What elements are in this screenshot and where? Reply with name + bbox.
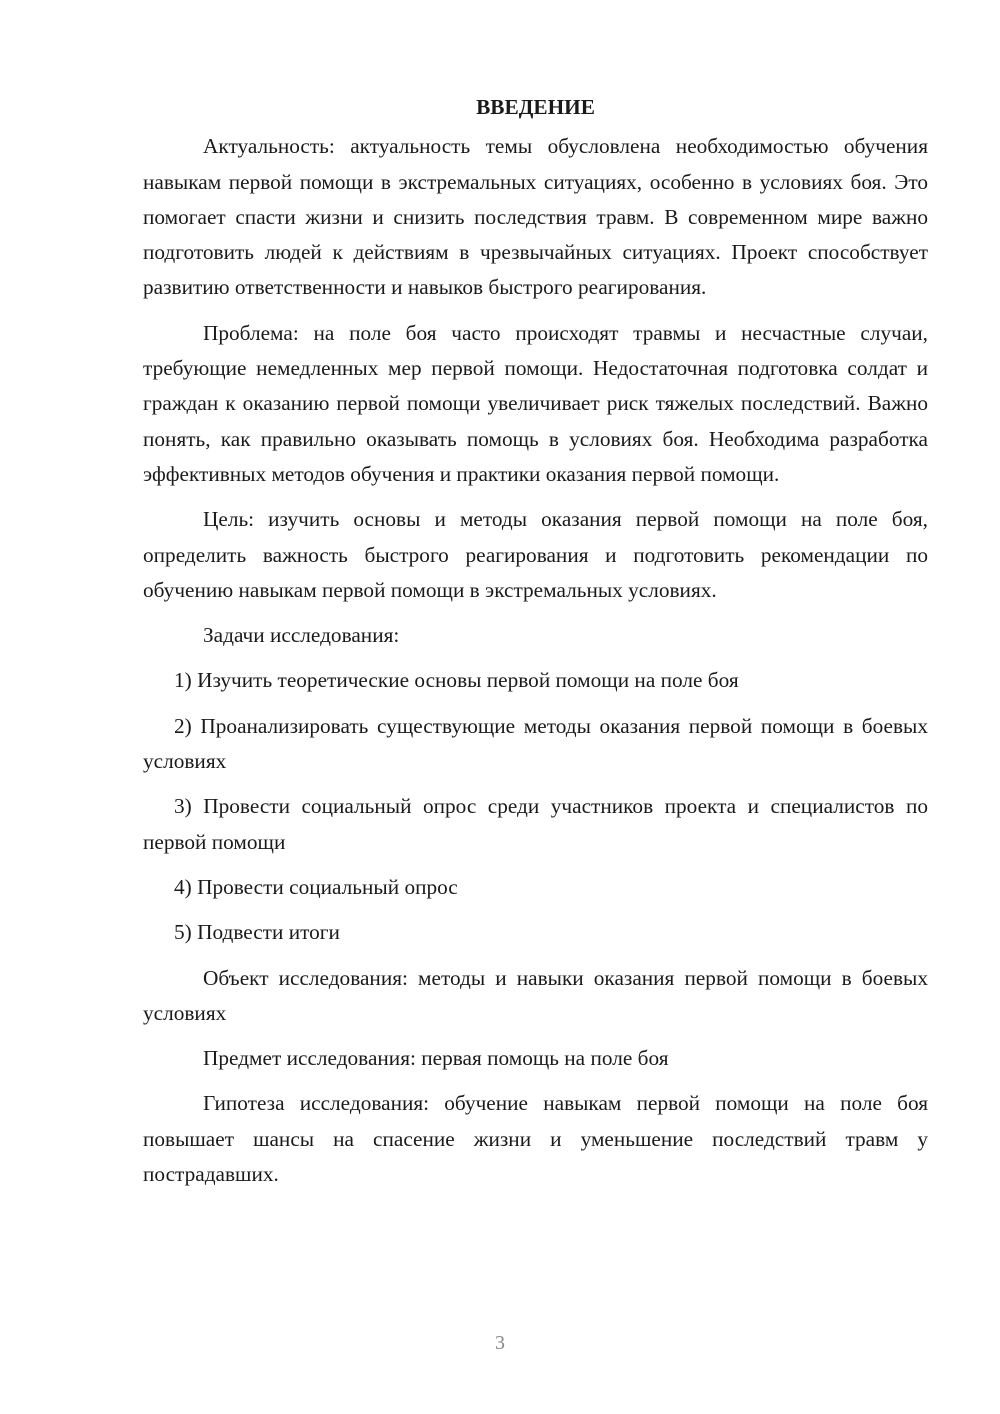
task-item-5: 5) Подвести итоги xyxy=(174,920,340,945)
task-item-2: 2) Проанализировать существующие методы оказания первой помощи в боевых условиях xyxy=(143,713,928,774)
paragraph-relevance: Актуальность: актуальность темы обусловлена необходимостью обучения навыкам первой помощи в экстремальных ситуациях, особенно в условиях боя. Это помогает спасти жизни и снизить последствия травм. В современном мире важно подготовить людей к действиям в чрезвычайных ситуациях. Проект способствует развитию ответственности и навыков быстрого реагирования. xyxy=(143,134,928,300)
document-title: ВВЕДЕНИЕ xyxy=(476,95,595,119)
paragraph-goal: Цель: изучить основы и методы оказания первой помощи на поле боя, определить важность быстрого реагирования и подготовить рекомендации по обучению навыкам первой помощи в экстремальных условиях. xyxy=(143,507,928,602)
tasks-heading: Задачи исследования: xyxy=(203,623,400,648)
task-item-4: 4) Провести социальный опрос xyxy=(174,874,458,899)
paragraph-subject: Предмет исследования: первая помощь на поле боя xyxy=(203,1046,669,1071)
paragraph-hypothesis: Гипотеза исследования: обучение навыкам первой помощи на поле боя повышает шансы на спасение жизни и уменьшение последствий травм у пострадавших. xyxy=(143,1091,928,1187)
task-item-3: 3) Провести социальный опрос среди участников проекта и специалистов по первой помощи xyxy=(143,794,928,854)
paragraph-problem: Проблема: на поле боя часто происходят травмы и несчастные случаи, требующие немедленных мер первой помощи. Недостаточная подготовка солдат и граждан к оказанию первой помощи увеличивает риск тяжелых последствий. Важно понять, как правильно оказывать помощь в условиях боя. Необходима разработка эффективных методов обучения и практики оказания первой помощи. xyxy=(143,320,928,486)
page-number: 3 xyxy=(495,1332,505,1354)
task-item-1: 1) Изучить теоретические основы первой помощи на поле боя xyxy=(174,668,739,693)
paragraph-object: Объект исследования: методы и навыки оказания первой помощи в боевых условиях xyxy=(143,965,928,1025)
document-body xyxy=(143,90,928,1202)
